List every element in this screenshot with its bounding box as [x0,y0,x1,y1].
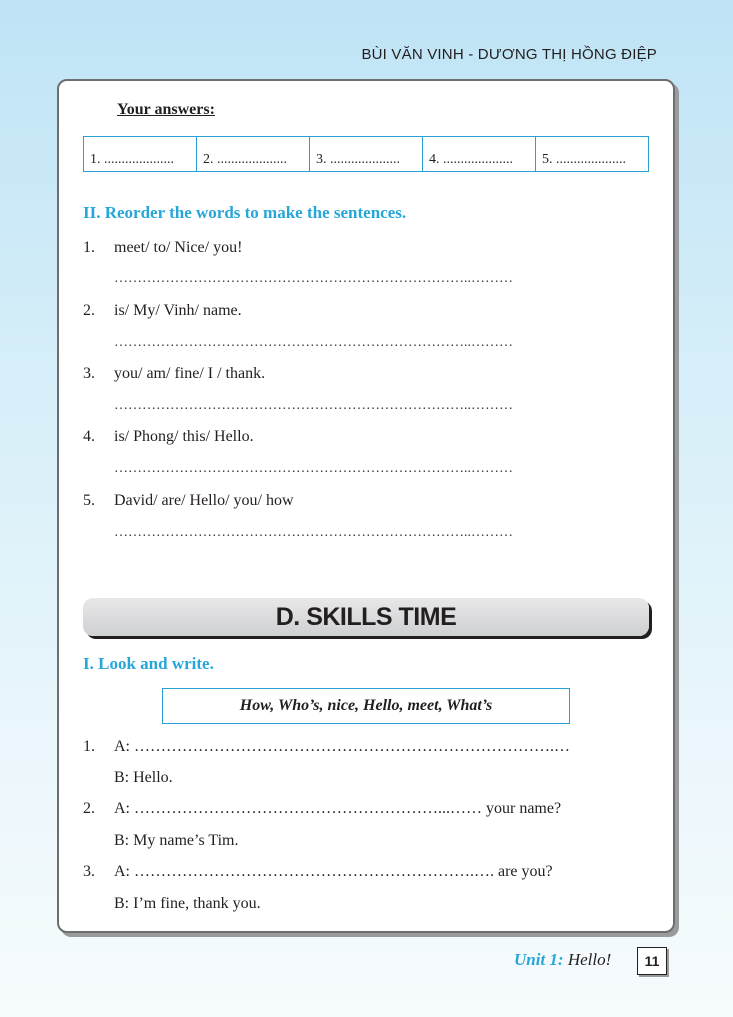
answer-line[interactable]: …………………………………………………………………..……… [114,271,513,286]
skills-time-title: D. SKILLS TIME [275,602,457,631]
reorder-item-number: 4. [83,428,95,445]
reorder-item-number: 3. [83,365,95,382]
reorder-item-text: is/ My/ Vinh/ name. [114,302,242,319]
dialogue-line-b: B: My name’s Tim. [114,832,239,849]
page-number: 11 [637,947,667,975]
answer-line[interactable]: …………………………………………………………………..……… [114,398,513,413]
unit-title: Hello! [563,950,612,969]
reorder-item-text: meet/ to/ Nice/ you! [114,239,243,256]
reorder-item-text: David/ are/ Hello/ you/ how [114,492,294,509]
answer-line[interactable]: …………………………………………………………………..……… [114,525,513,540]
unit-label: Unit 1: [514,950,564,969]
dialogue-line-b: B: Hello. [114,769,173,786]
your-answers-label: Your answers: [117,101,215,118]
look-and-write-title: I. Look and write. [83,654,214,673]
answer-cell-1[interactable]: 1. .................... [84,137,197,171]
dialogue-number: 3. [83,863,95,880]
reorder-item-text: you/ am/ fine/ I / thank. [114,365,266,382]
reorder-item-number: 1. [83,239,95,256]
answer-cell-5[interactable]: 5. .................... [542,152,626,167]
skills-time-banner [83,598,649,636]
answer-cell-4[interactable]: 4. .................... [423,137,536,171]
reorder-section-title: II. Reorder the words to make the sentences. [83,203,407,222]
answer-cell-2[interactable]: 2. .................... [197,137,310,171]
answers-table [83,136,649,172]
dialogue-line-a[interactable]: A: …………………………………………………………………….… [114,738,570,755]
answer-line[interactable]: …………………………………………………………………..……… [114,461,513,476]
answer-line[interactable]: …………………………………………………………………..……… [114,335,513,350]
book-authors: BÙI VĂN VINH - DƯƠNG THỊ HỒNG ĐIỆP [361,46,657,63]
word-bank: How, Who’s, nice, Hello, meet, What’s [162,688,570,724]
dialogue-line-a[interactable]: A: ……………………………………………………….…. are you? [114,863,553,880]
reorder-item-number: 5. [83,492,95,509]
dialogue-line-b: B: I’m fine, thank you. [114,895,261,912]
dialogue-number: 2. [83,800,95,817]
unit-footer [514,950,611,970]
reorder-item-text: is/ Phong/ this/ Hello. [114,428,254,445]
answer-cell-3[interactable]: 3. .................... [310,137,423,171]
dialogue-line-a[interactable]: A: …………………………………………………...…… your name? [114,800,562,817]
reorder-item-number: 2. [83,302,95,319]
dialogue-number: 1. [83,738,95,755]
